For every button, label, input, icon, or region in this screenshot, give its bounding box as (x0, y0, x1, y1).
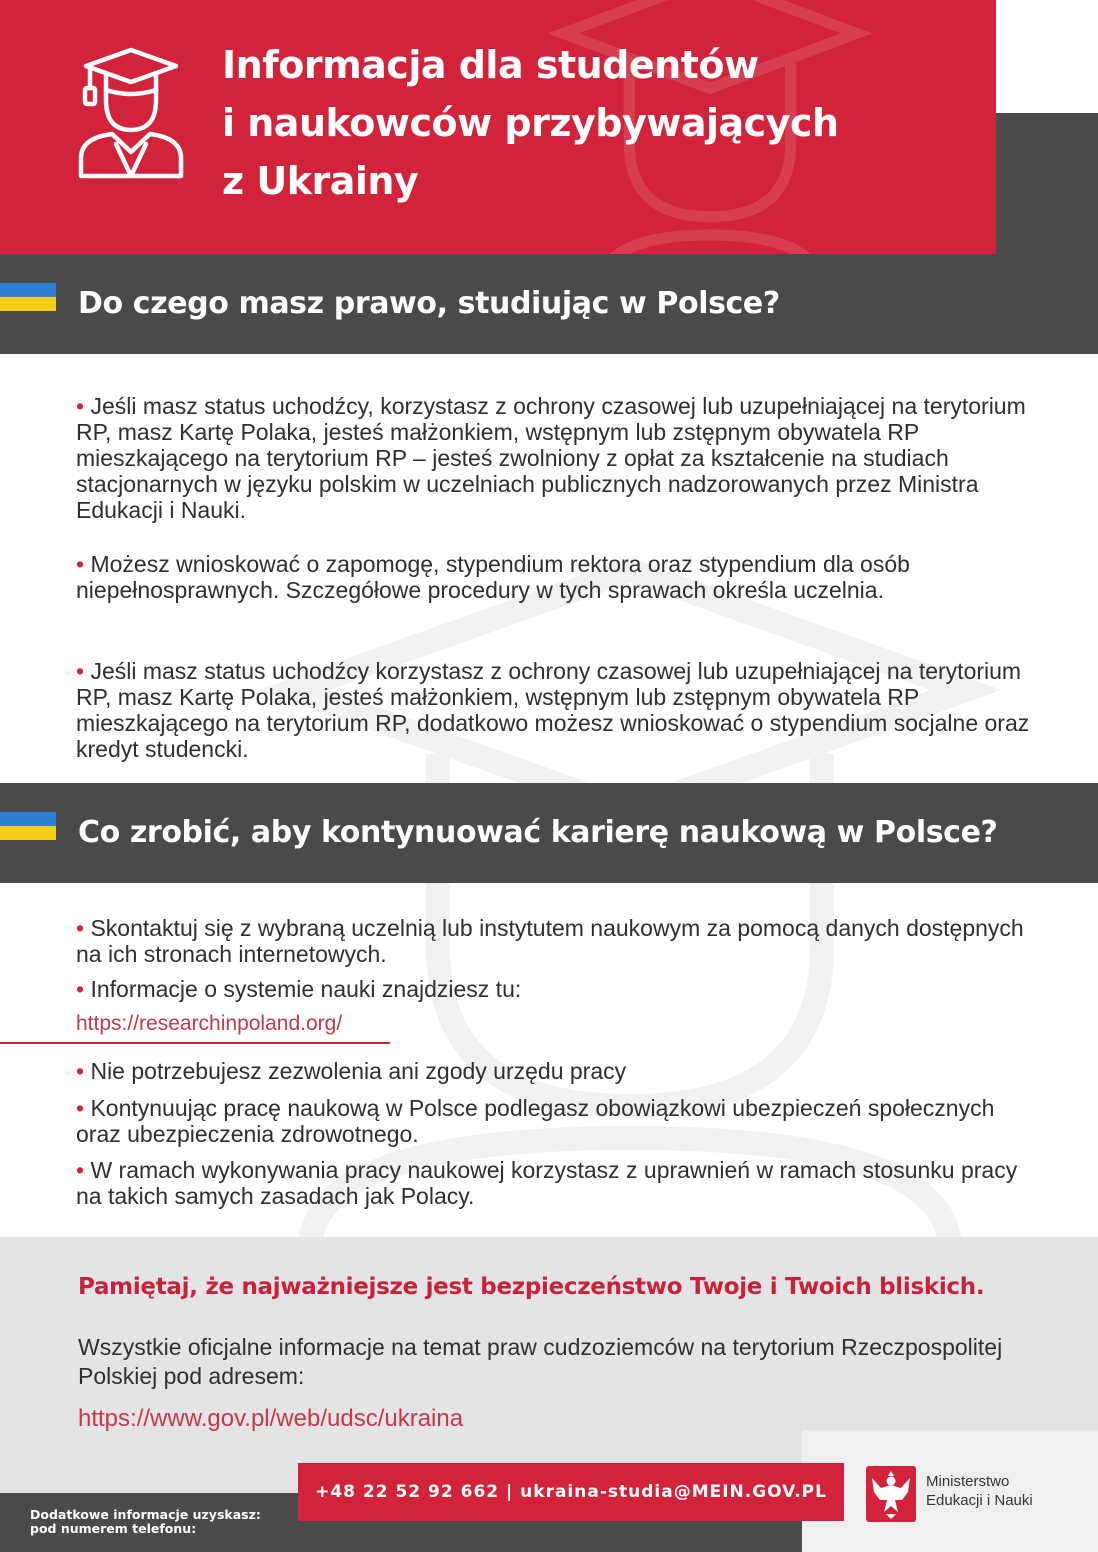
career-item-5-text: W ramach wykonywania pracy naukowej korzystasz z uprawnień w ramach stosunku pracy na takich samych zasadach jak Polacy. (76, 1157, 1018, 1209)
polish-eagle-icon (866, 1466, 916, 1522)
career-item-3 (76, 1058, 1036, 1084)
page-title (222, 36, 942, 210)
ministry-name-line-1: Ministerstwo (926, 1473, 1010, 1490)
bullet-icon: • (76, 551, 85, 577)
header-banner (0, 0, 996, 254)
career-item-3-text: Nie potrzebujesz zezwolenia ani zgody urzędu pracy (90, 1058, 627, 1084)
research-in-poland-link[interactable]: https://researchinpoland.org/ (76, 1012, 343, 1035)
career-item-2-text: Informacje o systemie nauki znajdziesz tu: (90, 976, 522, 1002)
ministry-logo-block (802, 1430, 1098, 1552)
career-item-1-text: Skontaktuj się z wybraną uczelnią lub instytutem naukowym za pomocą danych dostępnych na ich stronach internetowych. (76, 915, 1024, 967)
career-item-2 (76, 976, 1036, 1002)
ministry-name-line-2: Edukacji i Nauki (926, 1492, 1033, 1509)
rights-item-3 (76, 658, 1036, 762)
bullet-icon: • (76, 1095, 85, 1121)
rights-item-2-text: Możesz wnioskować o zapomogę, stypendium rektora oraz stypendium dla osób niepełnosprawnych. Szczegółowe procedury w tych sprawach określa uczelnia. (76, 551, 910, 603)
contact-info[interactable]: +48 22 52 92 662 | ukraina-studia@MEIN.GOV.PL (298, 1463, 844, 1521)
header-side-band (996, 113, 1098, 254)
safety-reminder: Pamiętaj, że najważniejsze jest bezpieczeństwo Twoje i Twoich bliskich. (78, 1274, 985, 1300)
section-bar-career (0, 783, 1098, 883)
ukraine-flag-icon (0, 812, 56, 840)
additional-info-note (30, 1508, 300, 1536)
rights-item-1 (76, 393, 1036, 523)
rights-item-2 (76, 551, 1036, 603)
section-title-rights: Do czego masz prawo, studiując w Polsce? (78, 286, 780, 321)
additional-info-line-2: pod numerem telefonu: (30, 1521, 197, 1536)
career-item-1 (76, 915, 1036, 967)
graduate-icon (76, 44, 186, 182)
additional-info-line-1: Dodatkowe informacje uzyskasz: (30, 1507, 261, 1522)
title-line-1: Informacja dla studentów (222, 43, 759, 87)
rights-item-3-text: Jeśli masz status uchodźcy korzystasz z ochrony czasowej lub uzupełniającej na terytorium RP, masz Kartę Polaka, jesteś małżonkiem, wstępnym lub zstępnym obywatela RP mieszkającego na terytorium RP, dodatkowo możesz wnioskować o stypendium socjalne oraz kredyt studencki. (76, 658, 1030, 762)
section-title-career: Co zrobić, aby kontynuować karierę naukową w Polsce? (78, 815, 998, 850)
ministry-name (926, 1472, 1086, 1510)
official-info-text: Wszystkie oficjalne informacje na temat praw cudzoziemców na terytorium Rzeczpospolitej Polskiej pod adresem: (78, 1334, 1003, 1389)
ukraine-flag-icon (0, 283, 56, 311)
rights-item-1-text: Jeśli masz status uchodźcy, korzystasz z ochrony czasowej lub uzupełniającej na terytorium RP, masz Kartę Polaka, jesteś małżonkiem, wstępnym lub zstępnym obywatela RP mieszkającego na terytorium RP – jesteś zwolniony z opłat za kształcenie na studiach stacjonarnych w języku polskim w uczelniach publicznych nadzorowanych przez Ministra Edukacji i Nauki. (76, 393, 1026, 523)
link-underline (0, 1042, 390, 1044)
career-item-5 (76, 1157, 1036, 1209)
career-item-4-text: Kontynuując pracę naukową w Polsce podlegasz obowiązkowi ubezpieczeń społecznych oraz ubezpieczenia zdrowotnego. (76, 1095, 995, 1147)
title-line-2: i naukowców przybywających (222, 101, 839, 145)
gov-udsc-link[interactable]: https://www.gov.pl/web/udsc/ukraina (78, 1405, 464, 1432)
section-bar-rights (0, 254, 1098, 354)
bullet-icon: • (76, 393, 85, 419)
bullet-icon: • (76, 976, 85, 1002)
bullet-icon: • (76, 915, 85, 941)
career-item-4 (76, 1095, 1036, 1147)
bullet-icon: • (76, 658, 85, 684)
title-line-3: z Ukrainy (222, 159, 419, 203)
bullet-icon: • (76, 1157, 85, 1183)
bullet-icon: • (76, 1058, 85, 1084)
graduate-background-icon (230, 520, 1030, 1260)
